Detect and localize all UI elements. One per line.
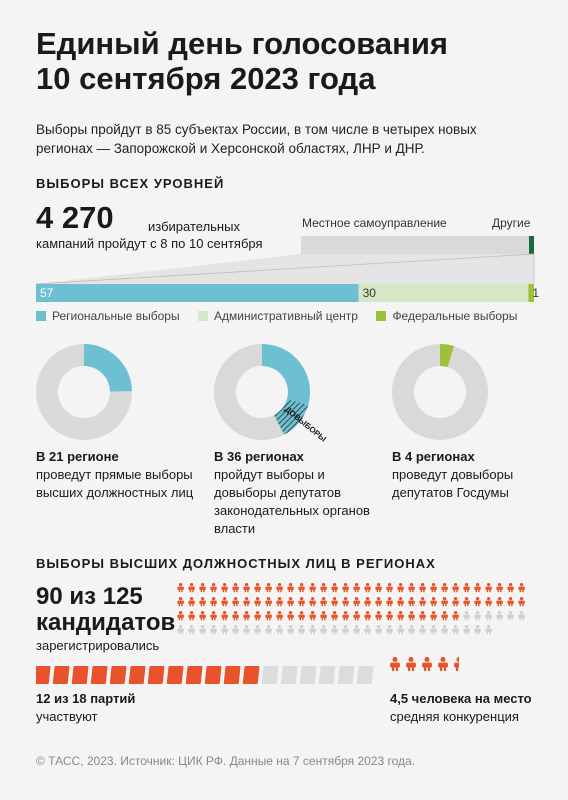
stack-bars (36, 284, 539, 302)
candidate-icon (474, 597, 480, 606)
bar-label-federal: 1 (532, 286, 540, 300)
competition-icons (388, 655, 488, 685)
candidate-icon (375, 597, 381, 606)
candidate-icon (342, 611, 348, 620)
candidate-icon (265, 625, 271, 634)
bar-label-regional: 57 (40, 286, 54, 300)
bar-label-admin: 30 (362, 286, 376, 300)
candidate-icon (452, 583, 458, 592)
candidate-icon (419, 597, 425, 606)
legend-federal (376, 309, 517, 323)
candidate-icon (188, 625, 194, 634)
legend-swatch-federal (376, 311, 386, 321)
candidate-icon (298, 597, 304, 606)
party-icon (281, 666, 298, 684)
candidate-icon (507, 611, 513, 620)
donut-2-slice (262, 344, 310, 405)
campaigns-caption-2: кампаний пройдут с 8 по 10 сентября (36, 236, 263, 251)
candidate-icon (331, 583, 337, 592)
candidate-icon (496, 611, 502, 620)
candidate-icon (221, 597, 227, 606)
candidate-icon (210, 583, 216, 592)
party-icon (338, 666, 355, 684)
candidate-icon (386, 583, 392, 592)
competition-caption (390, 690, 532, 726)
candidate-icon (463, 583, 469, 592)
party-icon (110, 666, 127, 684)
donut-caption-3 (392, 448, 562, 502)
legend-label-regional: Региональные выборы (52, 309, 180, 323)
candidate-icon (353, 597, 359, 606)
donut-caption-2 (214, 448, 384, 538)
candidate-icon (265, 611, 271, 620)
candidate-icon (397, 625, 403, 634)
candidate-icon (199, 625, 205, 634)
candidate-icon (485, 583, 491, 592)
candidate-icon (221, 583, 227, 592)
candidate-icon (463, 625, 469, 634)
candidates-line-2: кандидатов (36, 609, 176, 636)
campaigns-caption-1: избирательных (148, 219, 240, 234)
party-icon (53, 666, 70, 684)
donut-3-track (403, 355, 477, 429)
candidate-icon (441, 583, 447, 592)
candidate-icon (496, 597, 502, 606)
candidate-icon (309, 597, 315, 606)
candidate-icon (408, 597, 414, 606)
candidate-icon (408, 583, 414, 592)
candidate-icon (507, 583, 513, 592)
donut-3-bold: В 4 регионах (392, 449, 475, 464)
candidate-icon (342, 583, 348, 592)
lead-text: Выборы пройдут в 85 субъектах России, в том числе в четырех новых регионах — Запорожской и Херсонской областях, ЛНР и ДНР. (36, 122, 477, 156)
candidate-icon (320, 597, 326, 606)
party-icon (262, 666, 279, 684)
candidate-icon (210, 597, 216, 606)
candidate-icon (419, 611, 425, 620)
candidate-icon (243, 611, 249, 620)
legend-label-admin: Административный центр (214, 309, 358, 323)
candidate-icon (177, 597, 183, 606)
candidate-icon (188, 597, 194, 606)
candidate-icon (507, 597, 513, 606)
candidate-icon (485, 611, 491, 620)
candidate-icon (254, 625, 260, 634)
candidate-icon (287, 625, 293, 634)
party-grid (36, 666, 374, 684)
local-gov-bar (301, 236, 529, 254)
section-all-levels: ВЫБОРЫ ВСЕХ УРОВНЕЙ (36, 176, 225, 191)
candidate-icon (419, 583, 425, 592)
candidate-icon (485, 625, 491, 634)
local-gov-label: Местное самоуправление (302, 216, 447, 230)
competition-text: средняя конкуренция (390, 709, 519, 724)
candidate-icon (430, 625, 436, 634)
party-icon (72, 666, 89, 684)
candidate-icon (386, 625, 392, 634)
donut-3-text: проведут довыборы депутатов Госдумы (392, 467, 514, 500)
candidate-icon (441, 597, 447, 606)
candidate-icon (320, 611, 326, 620)
party-icon (205, 666, 222, 684)
candidate-icon (243, 597, 249, 606)
people-grid (177, 583, 524, 634)
candidate-icon (232, 583, 238, 592)
candidate-icon (474, 611, 480, 620)
candidate-icon (364, 583, 370, 592)
candidate-icon (232, 625, 238, 634)
candidate-icon (386, 597, 392, 606)
candidate-icon (430, 583, 436, 592)
legend-admin (198, 309, 358, 323)
candidate-icon (287, 583, 293, 592)
party-icon (36, 666, 51, 684)
candidate-icon (199, 583, 205, 592)
donut-2 (225, 344, 328, 444)
candidate-icon (188, 611, 194, 620)
candidate-icon (342, 625, 348, 634)
party-icon (91, 666, 108, 684)
candidate-icon (364, 597, 370, 606)
candidate-icon (309, 625, 315, 634)
candidate-icon (232, 611, 238, 620)
donut-charts (0, 340, 568, 450)
page-title (36, 26, 536, 96)
parties-text: участвуют (36, 709, 98, 724)
party-icon (224, 666, 241, 684)
candidate-icon (518, 583, 524, 592)
candidate-icon (452, 597, 458, 606)
candidate-icon (331, 597, 337, 606)
candidate-icon (188, 583, 194, 592)
candidate-icon (298, 583, 304, 592)
candidate-icon (364, 611, 370, 620)
legend-label-federal: Федеральные выборы (392, 309, 518, 323)
candidate-icon (199, 611, 205, 620)
candidate-icon (254, 597, 260, 606)
donut-1-slice (84, 344, 132, 392)
competition-bold: 4,5 человека на место (390, 691, 532, 706)
party-icon (357, 666, 374, 684)
candidate-icon (177, 625, 183, 634)
competitor-icon (390, 657, 400, 671)
party-icon (319, 666, 336, 684)
candidate-icon (320, 625, 326, 634)
candidate-icon (474, 625, 480, 634)
bar-regional (36, 284, 359, 302)
competitor-icon (406, 657, 416, 671)
candidate-icon (177, 611, 183, 620)
candidate-icon (276, 583, 282, 592)
candidate-icon (452, 611, 458, 620)
candidate-icon (474, 583, 480, 592)
competitor-icon (422, 657, 432, 671)
competitor-icon (438, 657, 448, 671)
legend-swatch-admin (198, 311, 208, 321)
candidate-icon (298, 611, 304, 620)
donut-3 (403, 344, 477, 429)
candidate-icon (265, 597, 271, 606)
party-icon (300, 666, 317, 684)
candidate-icon (309, 583, 315, 592)
candidate-icon (375, 625, 381, 634)
party-icon (243, 666, 260, 684)
party-icon (186, 666, 203, 684)
candidate-icon (353, 583, 359, 592)
candidate-icon (463, 611, 469, 620)
comp-grid (390, 657, 464, 671)
candidate-icon (232, 597, 238, 606)
candidate-icon (342, 597, 348, 606)
candidate-icon (419, 625, 425, 634)
title-line-2: 10 сентября 2023 года (36, 61, 376, 96)
candidate-icon (397, 611, 403, 620)
stacked-bar-chart (0, 230, 568, 310)
candidate-icon (309, 611, 315, 620)
candidate-icon (210, 611, 216, 620)
candidate-icon (320, 583, 326, 592)
candidate-icon (210, 625, 216, 634)
parties-bold: 12 из 18 партий (36, 691, 136, 706)
candidate-icon (397, 597, 403, 606)
other-bar (529, 236, 534, 254)
candidate-icon (243, 583, 249, 592)
section-governors: ВЫБОРЫ ВЫСШИХ ДОЛЖНОСТНЫХ ЛИЦ В РЕГИОНАХ (36, 556, 436, 571)
candidate-icon (463, 597, 469, 606)
candidate-icon (243, 625, 249, 634)
candidate-icon (441, 611, 447, 620)
candidates-headline (36, 584, 175, 636)
candidate-icon (254, 611, 260, 620)
donut-2-hatched-label: ДОВЫБОРЫ (282, 404, 328, 444)
donut-2-text: пройдут выборы и довыборы депутатов законодательных органов власти (214, 467, 370, 536)
candidate-icon (353, 625, 359, 634)
candidates-icons (176, 583, 536, 643)
legend-regional (36, 309, 180, 323)
candidate-icon (518, 611, 524, 620)
candidate-icon (331, 611, 337, 620)
campaigns-number: 4 270 (36, 200, 114, 235)
candidate-icon (452, 625, 458, 634)
party-icon (148, 666, 165, 684)
candidate-icon (276, 625, 282, 634)
candidate-icon (331, 625, 337, 634)
parties-icons (36, 662, 381, 688)
candidate-icon (496, 583, 502, 592)
other-label: Другие (492, 216, 531, 230)
candidate-icon (276, 597, 282, 606)
candidate-icon (408, 611, 414, 620)
candidate-icon (254, 583, 260, 592)
candidate-icon (221, 625, 227, 634)
candidates-caption: зарегистрировались (36, 638, 160, 653)
candidate-icon (298, 625, 304, 634)
candidate-icon (265, 583, 271, 592)
party-icon (167, 666, 184, 684)
candidate-icon (408, 625, 414, 634)
candidate-icon (485, 597, 491, 606)
candidate-icon (375, 611, 381, 620)
candidate-icon (287, 611, 293, 620)
competitor-half-icon-shape (454, 657, 464, 671)
donut-2-bold: В 36 регионах (214, 449, 304, 464)
candidate-icon (364, 625, 370, 634)
donut-1-text: проведут прямые выборы высших должностных лиц (36, 467, 194, 500)
candidate-icon (177, 583, 183, 592)
candidate-icon (199, 597, 205, 606)
donut-1 (47, 344, 132, 429)
candidate-icon (397, 583, 403, 592)
candidate-icon (441, 625, 447, 634)
party-icon (129, 666, 146, 684)
candidate-icon (518, 597, 524, 606)
donut-caption-1 (36, 448, 206, 502)
title-line-1: Единый день голосования (36, 26, 449, 61)
bar-admin (359, 284, 529, 302)
candidate-icon (430, 597, 436, 606)
legend (36, 308, 531, 326)
candidates-line-1: 90 из 125 (36, 583, 143, 610)
legend-swatch-regional (36, 311, 46, 321)
candidate-icon (430, 611, 436, 620)
competitor-half-icon (454, 657, 464, 671)
parties-caption (36, 690, 135, 726)
candidate-icon (386, 611, 392, 620)
candidate-icon (353, 611, 359, 620)
source-note: © ТАСС, 2023. Источник: ЦИК РФ. Данные на 7 сентября 2023 года. (36, 754, 416, 768)
candidate-icon (221, 611, 227, 620)
candidate-icon (287, 597, 293, 606)
candidate-icon (276, 611, 282, 620)
candidate-icon (375, 583, 381, 592)
donut-1-bold: В 21 регионе (36, 449, 119, 464)
